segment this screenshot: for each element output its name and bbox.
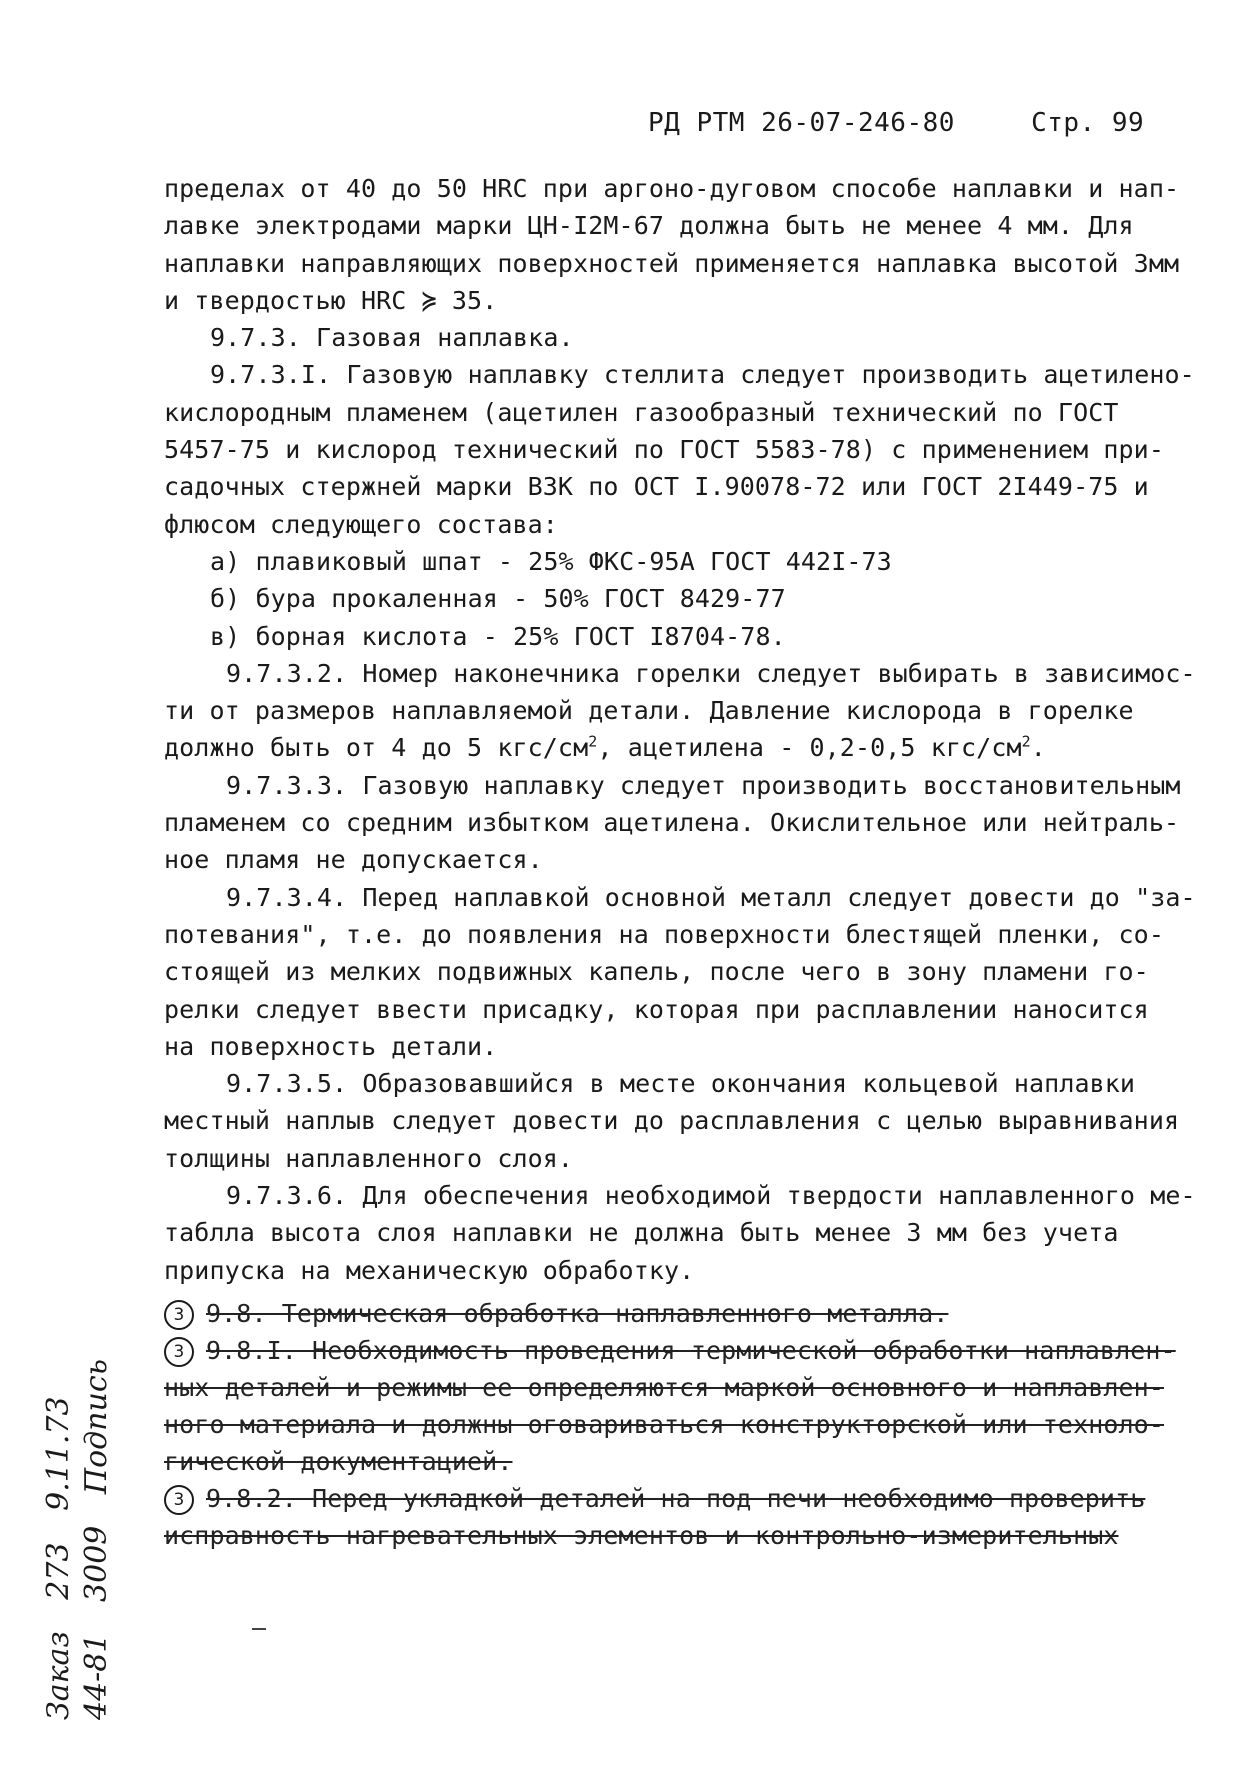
- revision-marker: 3: [164, 1485, 194, 1515]
- list-item: б) бура прокаленная - 50% ГОСТ 8429-77: [210, 584, 786, 614]
- revision-marker: 3: [164, 1337, 194, 1367]
- text-line: релки следует ввести присадку, которая при расплавлении наносится: [164, 994, 1149, 1024]
- text-line: местный наплыв следует довести до расплавления с целью выравнивания: [164, 1106, 1180, 1136]
- struck-line: [164, 1480, 1224, 1517]
- stamp-text: 44-81: [79, 1633, 114, 1720]
- text-line: толщины наплавленного слоя.: [164, 1143, 574, 1173]
- text-line: 9.7.3.5. Образовавшийся в месте окончания кольцевой наплавки: [226, 1069, 1136, 1099]
- struck-text: ных деталей и режимы ее определяются маркой основного и наплавлен-: [164, 1372, 1164, 1402]
- text-line: ное пламя не допускается.: [164, 845, 543, 875]
- stamp-row: [78, 1337, 116, 1720]
- struck-out-section: [164, 1295, 1224, 1554]
- struck-text: ного материала и должны оговариваться конструкторской или техноло-: [164, 1409, 1164, 1439]
- text-line: 9.7.3.2. Номер наконечника горелки следует выбирать в зависимос-: [226, 658, 1196, 688]
- text-line: и твердостью HRC ≽ 35.: [164, 285, 498, 315]
- text-line: ти от размеров наплавляемой детали. Давление кислорода в горелке: [164, 696, 1134, 726]
- struck-text: 9.8.2. Перед укладкой деталей на под печи необходимо проверить: [206, 1483, 1146, 1513]
- superscript: 2: [588, 733, 598, 752]
- text-fragment: .: [1030, 733, 1046, 763]
- list-item: а) плавиковый шпат - 25% ФКС-95А ГОСТ 442I-73: [210, 546, 892, 576]
- text-line: 9.7.3.6. Для обеспечения необходимой твердости наплавленного ме-: [226, 1181, 1196, 1211]
- stamp-text: Заказ: [41, 1631, 76, 1720]
- text-line: лавке электродами марки ЦН-I2M-67 должна быть не менее 4 мм. Для: [164, 211, 1134, 241]
- text-line: 9.7.3.4. Перед наплавкой основной металл следует довести до "за-: [226, 882, 1196, 912]
- order-stamp: [40, 1337, 116, 1720]
- pen-mark: [252, 1628, 266, 1630]
- text-line: флюсом следующего состава:: [164, 509, 558, 539]
- text-line: 9.7.3.3. Газовую наплавку следует производить восстановительным: [226, 770, 1181, 800]
- text-line: 9.7.3.I. Газовую наплавку стеллита следует производить ацетилено-: [210, 360, 1195, 390]
- text-line: садочных стержней марки ВЗК по ОСТ I.90078-72 или ГОСТ 2I449-75 и: [164, 472, 1149, 502]
- text-line: на поверхность детали.: [164, 1031, 498, 1061]
- superscript: 2: [1021, 733, 1031, 752]
- text-line: наплавки направляющих поверхностей применяется наплавка высотой 3мм: [164, 248, 1180, 278]
- stamp-text: 9.11.73: [41, 1396, 76, 1511]
- list-item: в) борная кислота - 25% ГОСТ I8704-78.: [210, 621, 786, 651]
- text-line: пределах от 40 до 50 HRC при аргоно-дуговом способе наплавки и нап-: [164, 174, 1180, 203]
- body-text: [164, 170, 1224, 1554]
- struck-text: исправность нагревательных элементов и контрольно-измерительных: [164, 1520, 1119, 1550]
- text-line: стоящей из мелких подвижных капель, после чего в зону пламени го-: [164, 957, 1149, 987]
- text-line: пламенем со средним избытком ацетилена. Окислительное или нейтраль-: [164, 808, 1180, 838]
- text-line: припуска на механическую обработку.: [164, 1255, 695, 1285]
- text-line: кислородным пламенем (ацетилен газообразный технический по ГОСТ: [164, 397, 1119, 427]
- text-line: потевания", т.е. до появления на поверхности блестящей пленки, со-: [164, 919, 1164, 949]
- text-line: 5457-75 и кислород технический по ГОСТ 5583-78) с применением при-: [164, 435, 1164, 465]
- text-line-with-units: [164, 729, 1224, 766]
- struck-line: [164, 1332, 1224, 1369]
- text-line: таблла высота слоя наплавки не должна быть менее 3 мм без учета: [164, 1218, 1119, 1248]
- section-heading: 9.7.3. Газовая наплавка.: [210, 323, 574, 353]
- stamp-text: Подпись: [79, 1359, 114, 1495]
- page-header: [648, 108, 1144, 138]
- struck-text: 9.8. Термическая обработка наплавленного металла.: [206, 1298, 949, 1328]
- page-number: Стр. 99: [1031, 108, 1145, 138]
- stamp-row: [40, 1337, 78, 1720]
- text-fragment: должно быть от 4 до 5 кгс/см: [164, 733, 589, 763]
- struck-text: гической документацией.: [164, 1446, 513, 1476]
- stamp-text: 3009: [79, 1525, 114, 1602]
- stamp-text: 273: [41, 1542, 76, 1600]
- struck-text: 9.8.I. Необходимость проведения термической обработки наплавлен-: [206, 1335, 1176, 1365]
- text-fragment: , ацетилена - 0,2-0,5 кгс/см: [597, 733, 1022, 763]
- document-code: РД РТМ 26-07-246-80: [648, 108, 955, 138]
- struck-line: [164, 1295, 1224, 1332]
- revision-marker: 3: [164, 1300, 194, 1330]
